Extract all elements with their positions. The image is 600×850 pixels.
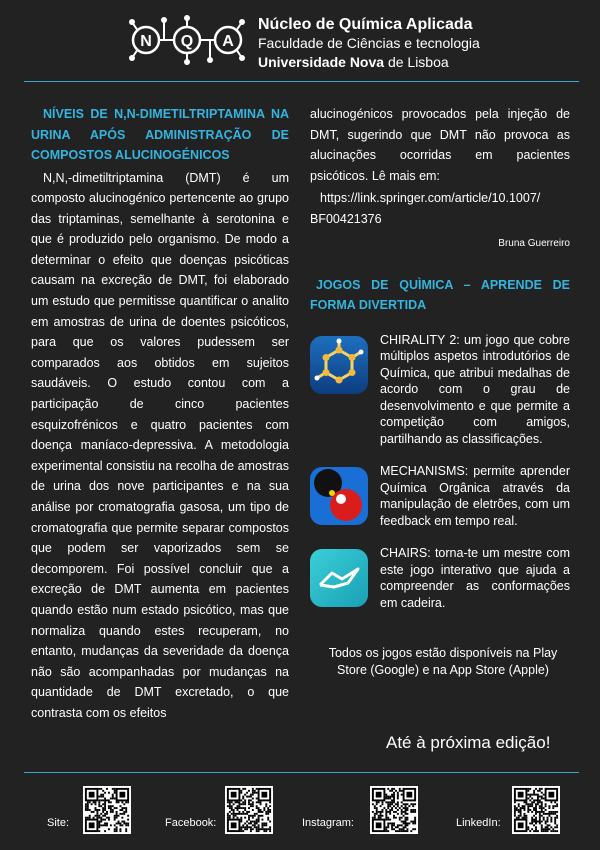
facebook-qr-code[interactable]	[225, 786, 273, 834]
logo-letter-q: Q	[180, 33, 194, 50]
site-label: Site:	[47, 817, 70, 829]
bottom-divider	[24, 772, 579, 773]
article-link[interactable]: https://link.springer.com/article/10.1007/ BF00421376	[310, 191, 541, 226]
logo-letter-n: N	[140, 33, 152, 50]
org-line-1: Núcleo de Química Aplicada	[258, 16, 473, 33]
org-line-3: Universidade Nova de Lisboa	[258, 54, 449, 70]
header	[0, 0, 600, 82]
game-chairs	[310, 545, 570, 611]
org-line-2: Faculdade de Ciências e tecnologia	[258, 35, 480, 51]
chirality-app-icon	[310, 336, 368, 394]
left-column	[31, 104, 289, 724]
game-chirality	[310, 332, 570, 448]
logo-letter-a: A	[222, 33, 234, 50]
game-chirality-description: CHIRALITY 2: um jogo que cobre múltiplos aspetos introdutórios de Química, que atribui medalhas de acordo com o grau de desenvolvimento e que permite a competição com amigos, partilhando as classificações.	[380, 332, 570, 446]
top-divider	[24, 81, 579, 82]
mechanisms-app-icon	[310, 467, 368, 525]
games-section-title: JOGOS DE QUÌMICA – APRENDE DE FORMA DIVERTIDA	[310, 277, 570, 313]
chairs-app-icon	[310, 549, 368, 607]
right-column	[310, 104, 570, 679]
linkedin-qr-code[interactable]	[512, 786, 560, 834]
game-mechanisms	[310, 463, 570, 529]
farewell-message: Até à próxima edição!	[386, 733, 551, 752]
game-mechanisms-description: MECHANISMS: permite aprender Química Orgânica através da manipulação de eletrões, com um feedback em tempo real.	[380, 464, 570, 528]
linkedin-label: LinkedIn:	[456, 817, 501, 829]
article-body-right: alucinogénicos provocados pela injeção de DMT, sugerindo que DMT não provoca as alucinações ocorridas em pacientes psicóticos. Lê mais em:	[310, 107, 570, 183]
nqa-logo	[124, 12, 250, 68]
article-title: NÍVEIS DE N,N-DIMETILTRIPTAMINA NA URINA APÓS ADMINISTRAÇÃO DE COMPOSTOS ALUCINOGÉNICOS	[31, 107, 289, 162]
instagram-qr-code[interactable]	[370, 786, 418, 834]
games-availability-note: Todos os jogos estão disponíveis na Play Store (Google) e na App Store (Apple)	[328, 646, 558, 678]
article-author: Bruna Guerreiro	[498, 237, 570, 249]
game-chairs-description: CHAIRS: torna-te um mestre com este jogo interativo que ajuda a compreender as conformações em cadeira.	[380, 546, 570, 610]
organization-name	[258, 15, 480, 72]
facebook-label: Facebook:	[165, 817, 217, 829]
article-body-left: N,N,-dimetiltriptamina (DMT) é um composto alucinogénico pertencente ao grupo das triptaminas, semelhante à serotonina e que é produzido pelo organismo. De modo a determinar o efeito que doenças psicóticas causam na excreção de DMT, foi elaborado um estudo que permitisse quantificar o analito em amostras de urina de doentes psicóticos, para que os valores pudessem ser comparados aos obtidos em sujeitos saudáveis. O estudo contou com a participação de cinco pacientes esquizofrénicos e quatro pacientes com doença maníaco-depressiva. A metodologia experimental consistiu na recolha de amostras de urina dos nove participantes e na sua análise por cromatografia gasosa, um tipo de cromatografia que permite separar compostos que podem ser vaporizados sem se decomporem. Foi possível concluir que a excreção de DMT aumenta em pacientes quando estão num estado psicótico, mas que normaliza quando estes recuperam, no entanto, mudanças da severidade da doença não são acompanhadas por mudanças na quantidade de DMT excretado, o que contrasta com os efeitos	[31, 170, 289, 720]
site-qr-code[interactable]	[83, 786, 131, 834]
instagram-label: Instagram:	[302, 817, 354, 829]
